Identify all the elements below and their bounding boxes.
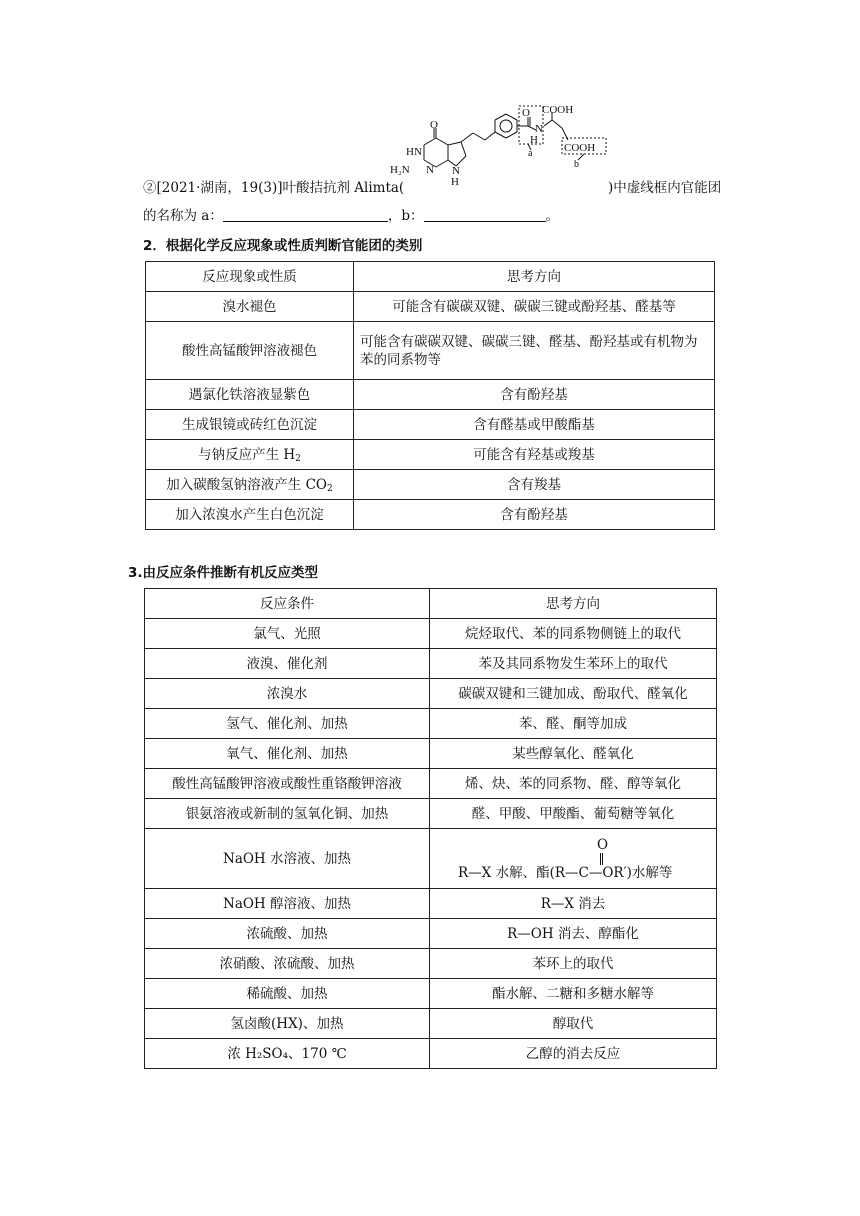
- atom-o-amide: O: [522, 107, 530, 119]
- question-suffix: )中虚线框内官能团: [608, 180, 722, 196]
- table-cell: NaOH 水溶液、加热: [145, 829, 430, 889]
- table-cell: 含有羧基: [354, 470, 715, 500]
- table-cell: 苯、醛、酮等加成: [430, 709, 717, 739]
- atom-h-amide: H: [530, 134, 538, 146]
- table-cell: 含有酚羟基: [354, 380, 715, 410]
- question-prefix: ②[2021·湖南，19(3)]叶酸拮抗剂 Alimta(: [143, 180, 405, 196]
- table-cell: 溴水褪色: [146, 292, 354, 322]
- table-cell: 酸性高锰酸钾溶液或酸性重铬酸钾溶液: [145, 769, 430, 799]
- label-b: b: [574, 159, 579, 170]
- ester-text-2: —OR′)水解等: [588, 864, 673, 881]
- subscript: 2: [326, 483, 333, 494]
- table-header-cell: 思考方向: [354, 262, 715, 292]
- ester-line: [458, 864, 672, 882]
- table-row: [145, 949, 717, 979]
- alimta-structure: [388, 100, 613, 188]
- ester-formula: [436, 836, 710, 882]
- table-cell: 酯水解、二糖和多糖水解等: [430, 979, 717, 1009]
- table-header-cell: 反应现象或性质: [146, 262, 354, 292]
- table-row: [145, 649, 717, 679]
- table-cell: 醇取代: [430, 1009, 717, 1039]
- table-cell: 氢卤酸(HX)、加热: [145, 1009, 430, 1039]
- table-cell: [146, 470, 354, 500]
- table-cell: NaOH 醇溶液、加热: [145, 889, 430, 919]
- table-cell: 稀硫酸、加热: [145, 979, 430, 1009]
- table-row: [145, 739, 717, 769]
- table-cell: 氯气、光照: [145, 619, 430, 649]
- table-cell: 可能含有羟基或羧基: [354, 440, 715, 470]
- line-end: 。: [545, 208, 559, 224]
- question-line-1: [143, 176, 404, 196]
- table-row: [146, 380, 715, 410]
- table-row: [146, 410, 715, 440]
- table-cell: 烯、炔、苯的同系物、醛、醇等氧化: [430, 769, 717, 799]
- table-cell: 液溴、催化剂: [145, 649, 430, 679]
- table-cell: [146, 440, 354, 470]
- name-label-b: ，b：: [387, 208, 424, 224]
- table-cell: 浓硫酸、加热: [145, 919, 430, 949]
- table-cell: 苯及其同系物发生苯环上的取代: [430, 649, 717, 679]
- table-cell: 加入浓溴水产生白色沉淀: [146, 500, 354, 530]
- table-cell: R—OH 消去、醇酯化: [430, 919, 717, 949]
- table-row: [145, 919, 717, 949]
- table-cell: 浓 H₂SO₄、170 ℃: [145, 1039, 430, 1069]
- atom-n-ring: N: [426, 164, 434, 176]
- table-cell: 浓溴水: [145, 679, 430, 709]
- table-cell: 生成银镜或砖红色沉淀: [146, 410, 354, 440]
- atom-h2n: H₂N: [390, 164, 410, 176]
- table-cell: 苯环上的取代: [430, 949, 717, 979]
- table-header-row: [146, 262, 715, 292]
- table-row: [146, 292, 715, 322]
- table-cell: 遇氯化铁溶液显紫色: [146, 380, 354, 410]
- table-row: [145, 679, 717, 709]
- ester-carbon: C: [578, 864, 589, 881]
- table-cell: R—X 消去: [430, 889, 717, 919]
- table-row: [145, 1009, 717, 1039]
- table-row: [146, 500, 715, 530]
- subscript: 2: [295, 453, 301, 464]
- table-cell: 氢气、催化剂、加热: [145, 709, 430, 739]
- atom-h-bottom: H: [451, 176, 459, 188]
- table-cell: 某些醇氧化、醛氧化: [430, 739, 717, 769]
- question-suffix-wrap: [608, 176, 721, 196]
- table-row: [145, 889, 717, 919]
- table-cell: 可能含有碳碳双键、碳碳三键或酚羟基、醛基等: [354, 292, 715, 322]
- table-row: [145, 829, 717, 889]
- table-row: [145, 1039, 717, 1069]
- question-line-2: [143, 204, 559, 224]
- table-header-cell: 思考方向: [430, 589, 717, 619]
- table-cell: 酸性高锰酸钾溶液褪色: [146, 322, 354, 380]
- ester-carbonyl-o: O: [597, 836, 609, 853]
- table-cell: 浓硝酸、浓硫酸、加热: [145, 949, 430, 979]
- atom-hn: HN: [406, 146, 422, 158]
- table-cell: 醛、甲酸、甲酸酯、葡萄糖等氧化: [430, 799, 717, 829]
- cell-text: 加入碳酸氢钠溶液产生 CO: [166, 476, 327, 493]
- atom-nh: N: [452, 165, 460, 177]
- table-header-row: [145, 589, 717, 619]
- table-cell: 氧气、催化剂、加热: [145, 739, 430, 769]
- table-row: [146, 440, 715, 470]
- table-cell: 含有醛基或甲酸酯基: [354, 410, 715, 440]
- section3-title: 3.由反应条件推断有机反应类型: [128, 565, 319, 581]
- table-header-cell: 反应条件: [145, 589, 430, 619]
- table-cell-ester: [430, 829, 717, 889]
- section3-table: [144, 588, 717, 1069]
- table-cell: 乙醇的消去反应: [430, 1039, 717, 1069]
- cell-text: 与钠反应产生 H: [198, 446, 296, 463]
- group-cooh-2: COOH: [564, 142, 596, 154]
- section2-title: 2．根据化学反应现象或性质判断官能团的类别: [143, 238, 423, 254]
- section2-table: [145, 261, 715, 530]
- table-cell: 烷烃取代、苯的同系物侧链上的取代: [430, 619, 717, 649]
- table-cell: 可能含有碳碳双键、碳碳三键、醛基、酚羟基或有机物为苯的同系物等: [354, 322, 715, 380]
- table-cell: 碳碳双键和三键加成、酚取代、醛氧化: [430, 679, 717, 709]
- group-cooh-1: COOH: [542, 104, 574, 116]
- label-a: a: [528, 148, 533, 159]
- table-row: [145, 709, 717, 739]
- blank-a[interactable]: [223, 207, 388, 222]
- atom-n-amide: N: [535, 123, 543, 135]
- ester-text-1: R—X 水解、酯(R—: [458, 864, 579, 881]
- table-row: [145, 769, 717, 799]
- table-cell: 银氨溶液或新制的氢氧化铜、加热: [145, 799, 430, 829]
- table-row: [145, 799, 717, 829]
- table-row: [146, 470, 715, 500]
- table-row: [146, 322, 715, 380]
- table-cell: 含有酚羟基: [354, 500, 715, 530]
- table-row: [145, 619, 717, 649]
- table-row: [145, 979, 717, 1009]
- atom-o-top: O: [430, 119, 438, 131]
- name-label-a: 的名称为 a：: [143, 208, 223, 224]
- blank-b[interactable]: [424, 207, 546, 222]
